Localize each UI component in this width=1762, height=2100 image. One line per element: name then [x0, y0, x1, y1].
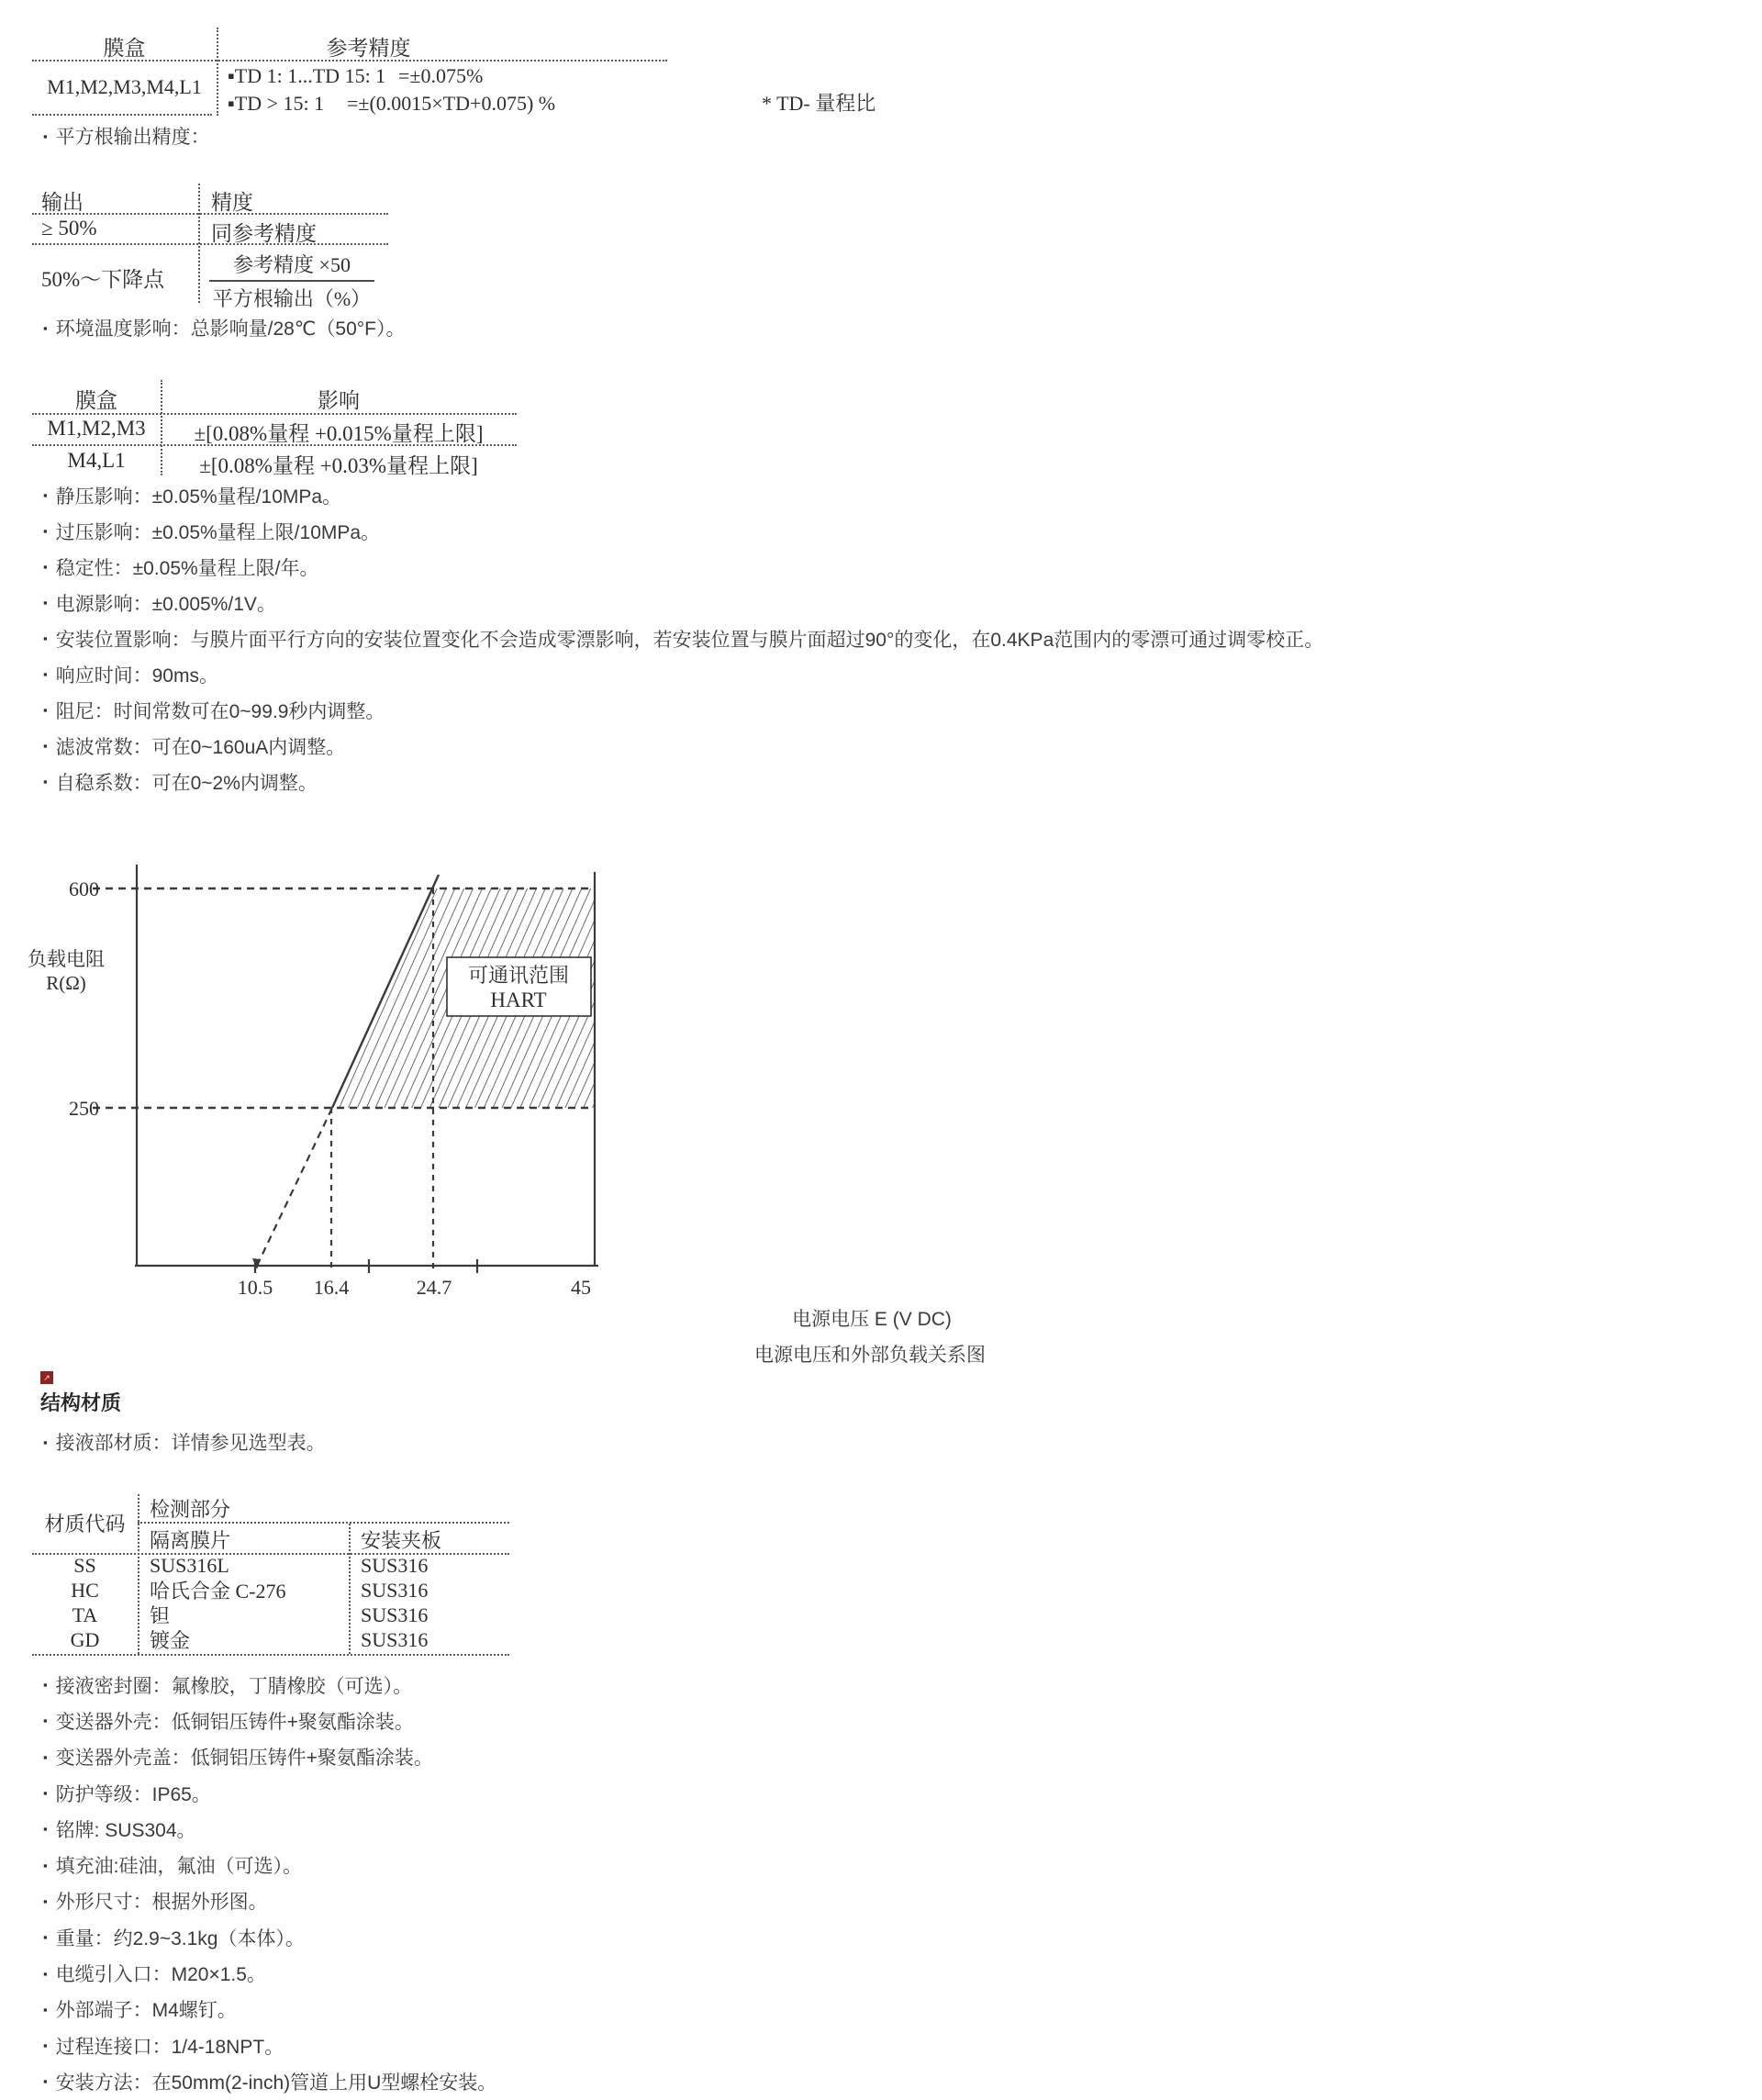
list-item [43, 656, 1420, 692]
material-clamp: SUS316 [361, 1603, 429, 1626]
output-row1-condition: ≥ 50% [41, 217, 97, 240]
material-diaphragm: SUS316L [150, 1553, 229, 1577]
bullet-square-icon: ▪ [43, 1966, 48, 1981]
bullet-square-icon: ▪ [43, 1893, 48, 1908]
column-header-output: 输出 [41, 191, 84, 214]
bullet-text: 接液密封圈：氟橡胶，丁腈橡胶（可选）。 [55, 1675, 413, 1697]
material-diaphragm: 哈氏合金 C-276 [150, 1580, 286, 1603]
x-tick-label-16-4: 16.4 [313, 1276, 350, 1299]
temp-effect-table [32, 378, 517, 477]
bullet-text: 静压影响：±0.05%量程/10MPa。 [55, 486, 342, 508]
bullet-square-icon: ▪ [43, 524, 48, 538]
list-item [43, 1955, 1420, 1991]
load-resistance-chart [0, 854, 642, 1303]
fraction-denominator: 平方根输出（%） [212, 287, 372, 310]
bullet-text: 电源影响：±0.005%/1V。 [55, 593, 276, 615]
section-marker-icon: ↗ [40, 1371, 53, 1384]
column-header-clamp: 安装夹板 [361, 1529, 442, 1552]
list-item [43, 549, 1420, 585]
materials-bullet-list [43, 1667, 1420, 2100]
turndown-note: * TD- 量程比 [762, 92, 876, 115]
column-header-code: 材质代码 [44, 1513, 126, 1536]
spec-bullet-list [43, 477, 1420, 799]
material-code: TA [72, 1603, 98, 1626]
output-row2-condition: 50%～下降点 [41, 268, 165, 291]
list-item [43, 585, 1420, 620]
table-row: M1,M2,M3 [47, 417, 146, 440]
list-item [43, 728, 1420, 764]
arrowhead-icon [252, 1258, 261, 1269]
bullet-square-icon: ▪ [43, 1822, 48, 1837]
bullet-square-icon: ▪ [43, 667, 48, 681]
accuracy-fraction [209, 250, 374, 312]
fraction-numerator: 参考精度 ×50 [209, 250, 374, 282]
bullet-square-icon: ▪ [43, 1858, 48, 1872]
boundary-line-dashed [257, 1108, 332, 1266]
bullet-text: 外形尺寸：根据外形图。 [55, 1892, 268, 1914]
bullet-square-icon: ▪ [43, 2074, 48, 2089]
bullet-text: 过程连接口：1/4-18NPT。 [55, 2036, 284, 2058]
table-row [32, 1627, 509, 1652]
bullet-square-icon: ▪ [43, 1435, 48, 1449]
x-tick-label-24-7: 24.7 [416, 1276, 452, 1299]
material-code: SS [73, 1553, 96, 1577]
bullet-text: 铭牌: SUS304。 [55, 1819, 196, 1841]
bullet-square-icon: ▪ [43, 739, 48, 753]
column-header-capsule: 膜盒 [103, 37, 146, 60]
capsule-row-label: M1,M2,M3,M4,L1 [47, 75, 202, 98]
material-clamp: SUS316 [361, 1553, 429, 1577]
list-item [43, 1847, 1420, 1882]
column-header-accuracy: 参考精度 [326, 37, 411, 60]
material-rows [32, 1553, 509, 1652]
column-header-capsule: 膜盒 [75, 389, 117, 412]
material-clamp: SUS316 [361, 1627, 429, 1651]
output-row1-accuracy: 同参考精度 [211, 222, 317, 245]
list-item [43, 1919, 1420, 1955]
bullet-text: 电缆引入口：M20×1.5。 [55, 1964, 266, 1986]
material-diaphragm: 钽 [150, 1604, 171, 1627]
accuracy-eq2-value: =±(0.0015×TD+0.075) % [347, 92, 556, 115]
material-diaphragm: 镀金 [150, 1629, 191, 1652]
bullet-text: 防护等级：IP65。 [55, 1783, 211, 1805]
table-row [32, 1553, 509, 1578]
table-row: ±[0.08%量程 +0.03%量程上限] [199, 454, 478, 477]
hart-label-line1: 可通讯范围 [467, 964, 570, 987]
bullet-text: 平方根输出精度： [55, 127, 210, 148]
bullet-text: 稳定性：±0.05%量程上限/年。 [55, 557, 319, 579]
bullet-square-icon: ▪ [43, 703, 48, 717]
accuracy-eq1-value: =±0.075% [398, 64, 484, 87]
list-item [43, 620, 1420, 656]
bullet-text: 安装方法：在50mm(2-inch)管道上用U型螺栓安装。 [55, 2072, 497, 2094]
table-row [32, 1578, 509, 1603]
bullet-square-icon: ▪ [43, 128, 48, 143]
x-tick-label-10-5: 10.5 [237, 1276, 273, 1299]
table-bottom-rule [32, 1654, 509, 1656]
list-item [43, 1703, 1420, 1738]
list-item [43, 1775, 1420, 1811]
column-header-detect: 检测部分 [150, 1498, 231, 1521]
list-item [43, 1739, 1420, 1775]
material-code: HC [71, 1578, 99, 1602]
bullet-square-icon: ▪ [43, 2002, 48, 2016]
column-header-effect: 影响 [318, 389, 360, 412]
list-item [43, 764, 1420, 799]
table-row: ±[0.08%量程 +0.015%量程上限] [194, 422, 484, 445]
table-header-rule [32, 213, 388, 215]
bullet-square-icon: ▪ [43, 1749, 48, 1764]
bullet-text: 过压影响：±0.05%量程上限/10MPa。 [55, 521, 381, 543]
bullet-text: 阻尼：时间常数可在0~99.9秒内调整。 [55, 700, 385, 722]
bullet-square-icon: ▪ [43, 560, 48, 574]
list-item [43, 1992, 1420, 2027]
table-row-rule [32, 243, 388, 245]
bullet-square-icon: ▪ [43, 2039, 48, 2053]
hart-label-line2: HART [490, 989, 547, 1011]
sqrt-output-table [32, 182, 388, 310]
sqrt-accuracy-bullet [43, 122, 210, 150]
table-row [32, 1603, 509, 1627]
list-item [43, 1667, 1420, 1703]
bullet-square-icon: ▪ [43, 596, 48, 609]
bullet-text: 重量：约2.9~3.1kg（本体）。 [55, 1927, 305, 1949]
column-header-diaphragm: 隔离膜片 [150, 1529, 231, 1552]
bullet-text: 安装位置影响：与膜片面平行方向的安装位置变化不会造成零漂影响，若安装位置与膜片面超过90°的变化，在0.4KPa范围内的零漂可通过调零校正。 [55, 629, 1324, 651]
bullet-square-icon: ▪ [43, 775, 48, 788]
bullet-text: 外部端子：M4螺钉。 [55, 2000, 237, 2022]
table-row: M4,L1 [67, 449, 126, 472]
x-tick-label-45: 45 [571, 1276, 591, 1299]
chart-x-axis-caption: 电源电压 E (V DC) [792, 1309, 952, 1330]
table-bottom-rule [32, 114, 212, 116]
bullet-text: 滤波常数：可在0~160uA内调整。 [55, 736, 346, 758]
bullet-text: 填充油:硅油，氟油（可选）。 [55, 1856, 302, 1878]
section-heading: 结构材质 [40, 1391, 122, 1414]
bullet-square-icon: ▪ [43, 1678, 48, 1692]
bullet-text: 变送器外壳：低铜铝压铸件+聚氨酯涂装。 [55, 1711, 414, 1733]
chart-caption: 电源电压和外部负载关系图 [754, 1345, 986, 1366]
y-tick-label-600: 600 [69, 877, 99, 900]
bullet-text: 自稳系数：可在0~2%内调整。 [55, 772, 318, 794]
list-item [43, 2027, 1420, 2063]
list-item [43, 1811, 1420, 1847]
bullet-square-icon: ▪ [43, 1786, 48, 1801]
list-item [43, 692, 1420, 728]
material-code-table [32, 1492, 509, 1656]
y-axis-title-line1: 负载电阻 [28, 948, 105, 970]
temp-effect-bullet [43, 314, 405, 341]
bullet-square-icon: ▪ [43, 631, 48, 645]
bullet-square-icon: ▪ [43, 320, 48, 335]
wetted-material-bullet [43, 1428, 326, 1456]
accuracy-eq1-condition: ▪TD 1: 1...TD 15: 1 [228, 64, 386, 87]
accuracy-eq2-condition: ▪TD > 15: 1 [228, 92, 325, 115]
bullet-text: 接液部材质：详情参见选型表。 [55, 1433, 326, 1454]
bullet-text: 响应时间：90ms。 [55, 665, 218, 687]
material-code: GD [70, 1627, 100, 1651]
bullet-square-icon: ▪ [43, 488, 48, 502]
bullet-square-icon: ▪ [43, 1930, 48, 1945]
list-item [43, 513, 1420, 549]
material-clamp: SUS316 [361, 1578, 429, 1602]
column-header-accuracy: 精度 [211, 191, 253, 214]
y-axis-title-line2: R(Ω) [46, 972, 86, 994]
bullet-text: 环境温度影响：总影响量/28℃（50°F）。 [55, 318, 406, 340]
bullet-square-icon: ▪ [43, 1714, 48, 1728]
y-tick-label-250: 250 [69, 1097, 99, 1120]
list-item [43, 1883, 1420, 1919]
reference-accuracy-table [32, 24, 667, 119]
list-item [43, 477, 1420, 513]
bullet-text: 变送器外壳盖：低铜铝压铸件+聚氨酯涂装。 [55, 1748, 433, 1770]
